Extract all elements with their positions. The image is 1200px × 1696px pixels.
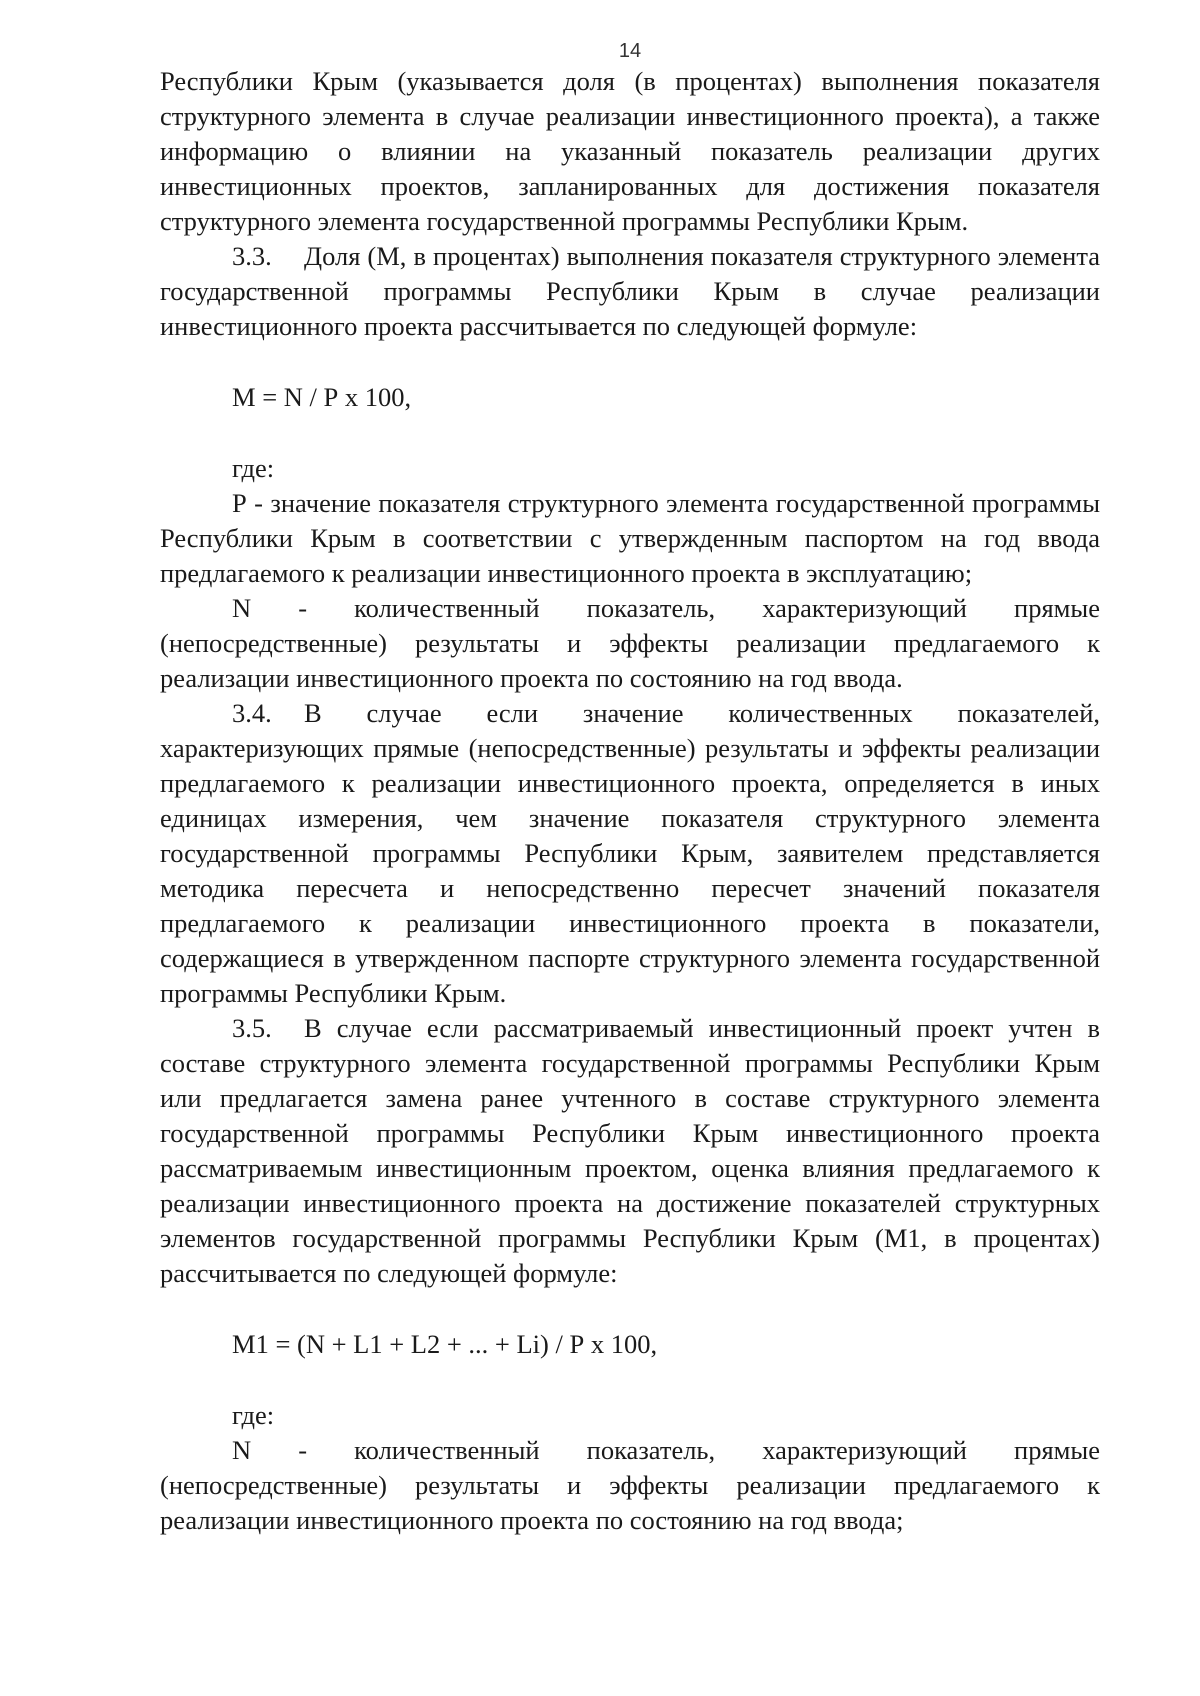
- page-number: 14: [618, 40, 642, 62]
- definition-n: N - количественный показатель, характеризующий прямые (непосредственные) результаты и эффекты реализации предлагаемого к реализации инвестиционного проекта по состоянию на год ввода;: [160, 1435, 1100, 1535]
- where-label: где:: [232, 1400, 275, 1430]
- section-number: 3.4.: [232, 698, 272, 728]
- section-number: 3.5.: [232, 1013, 272, 1043]
- where-label: где:: [232, 453, 275, 483]
- section-3-5: [160, 1011, 1100, 1291]
- definition-p: Р - значение показателя структурного элемента государственной программы Республики Крым в соответствии с утвержденным паспортом на год ввода предлагаемого к реализации инвестиционного проекта в эксплуатацию;: [160, 488, 1100, 588]
- formula-m1: М1 = (N + L1 + L2 + ... + Li) / Р х 100,: [232, 1329, 658, 1359]
- definition-n: N - количественный показатель, характеризующий прямые (непосредственные) результаты и эффекты реализации предлагаемого к реализации инвестиционного проекта по состоянию на год ввода.: [160, 593, 1100, 693]
- section-text: Доля (М, в процентах) выполнения показателя структурного элемента государственной программы Республики Крым в случае реализации инвестиционного проекта рассчитывается по следующей формуле:: [160, 241, 1100, 341]
- document-body: [160, 64, 1100, 1538]
- formula-m: М = N / Р х 100,: [232, 382, 412, 412]
- paragraph-continuation: Республики Крым (указывается доля (в процентах) выполнения показателя структурного элемента в случае реализации инвестиционного проекта), а также информацию о влиянии на указанный показатель реализации других инвестиционных проектов, запланированных для достижения показателя структурного элемента государственной программы Республики Крым.: [160, 66, 1100, 236]
- section-3-3: [160, 239, 1100, 344]
- section-text: В случае если рассматриваемый инвестиционный проект учтен в составе структурного элемента государственной программы Республики Крым или предлагается замена ранее учтенного в составе структурного элемента государственной программы Республики Крым инвестиционного проекта рассматриваемым инвестиционным проектом, оценка влияния предлагаемого к реализации инвестиционного проекта на достижение показателей структурных элементов государственной программы Республики Крым (М1, в процентах) рассчитывается по следующей формуле:: [160, 1013, 1100, 1288]
- section-3-4: [160, 696, 1100, 1011]
- section-text: В случае если значение количественных показателей, характеризующих прямые (непосредственные) результаты и эффекты реализации предлагаемого к реализации инвестиционного проекта, определяется в иных единицах измерения, чем значение показателя структурного элемента государственной программы Республики Крым, заявителем представляется методика пересчета и непосредственно пересчет значений показателя предлагаемого к реализации инвестиционного проекта в показатели, содержащиеся в утвержденном паспорте структурного элемента государственной программы Республики Крым.: [160, 698, 1100, 1008]
- section-number: 3.3.: [232, 241, 272, 271]
